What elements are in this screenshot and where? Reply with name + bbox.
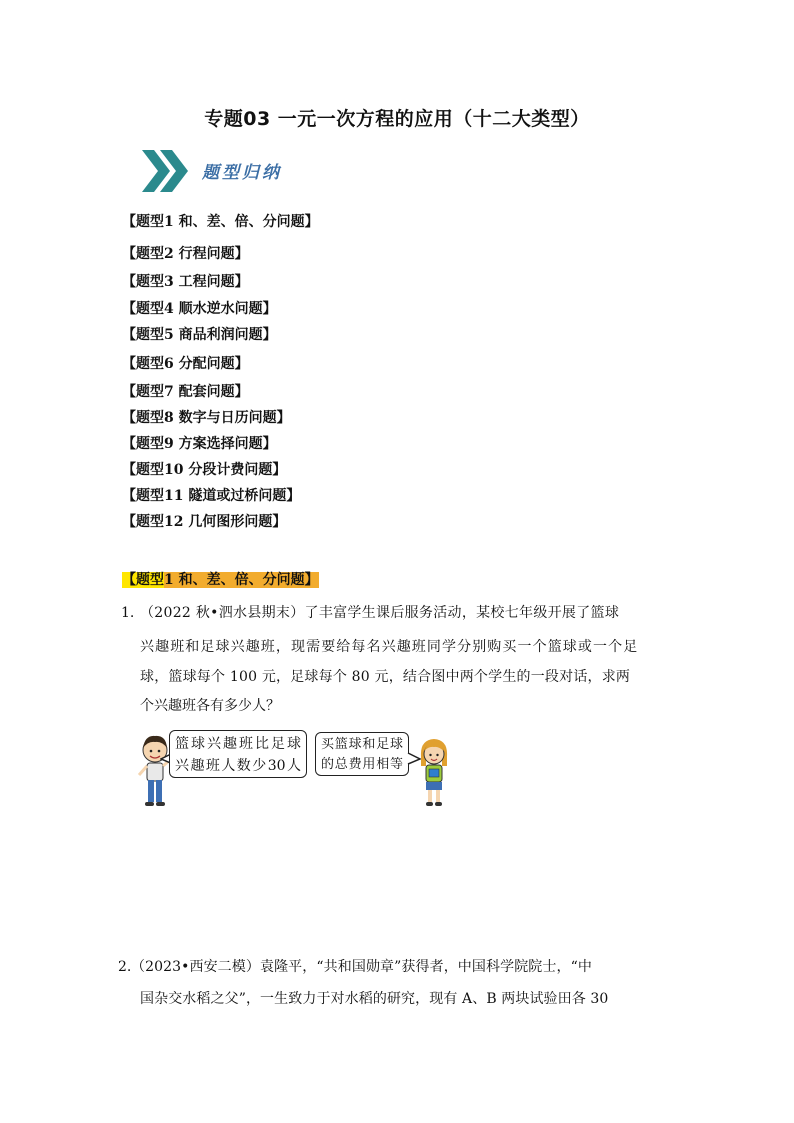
section-heading-part-b: 1 和、差、倍、分问题】 [164, 572, 319, 588]
section-heading [121, 570, 320, 591]
list-item: 【题型8 数字与日历问题】 [122, 410, 291, 426]
list-item: 【题型5 商品利润问题】 [122, 327, 277, 343]
speech-bubble-boy [169, 730, 307, 778]
page-title: 专题03 一元一次方程的应用（十二大类型） [204, 108, 590, 130]
list-item: 【题型7 配套问题】 [122, 384, 249, 400]
list-item: 【题型4 顺水逆水问题】 [122, 301, 277, 317]
girl-student-illustration [418, 736, 450, 808]
question-2-line: （2023•西安二模）袁隆平，“共和国勋章”获得者，中国科学院院士，“中 [131, 959, 592, 975]
speech-line: 兴趣班人数少30人 [175, 758, 301, 774]
list-item: 【题型9 方案选择问题】 [122, 436, 277, 452]
list-item: 【题型12 几何图形问题】 [122, 514, 287, 530]
question-1-number: 1. [121, 605, 135, 621]
section-banner [140, 146, 320, 196]
speech-line: 篮球兴趣班比足球 [175, 736, 301, 752]
banner-label: 题型归纳 [202, 163, 282, 183]
question-1-line: 个兴趣班各有多少人？ [140, 698, 280, 714]
question-1-line: 球，篮球每个 100 元，足球每个 80 元，结合图中两个学生的一段对话，求两 [140, 669, 631, 685]
speech-bubble-girl [315, 732, 409, 776]
double-chevron-icon [140, 146, 192, 196]
list-item: 【题型3 工程问题】 [122, 274, 249, 290]
question-2-number: 2. [118, 959, 132, 975]
list-item: 【题型1 和、差、倍、分问题】 [122, 214, 319, 230]
list-item: 【题型6 分配问题】 [122, 356, 249, 372]
list-item: 【题型2 行程问题】 [122, 246, 249, 262]
section-heading-part-a: 【题型 [122, 572, 164, 588]
question-1-line: （2022 秋•泗水县期末）了丰富学生课后服务活动，某校七年级开展了篮球 [140, 605, 620, 621]
speech-line: 的总费用相等 [321, 757, 403, 772]
question-2-line: 国杂交水稻之父”，一生致力于对水稻的研究，现有 A、B 两块试验田各 30 [140, 991, 609, 1007]
question-1-line: 兴趣班和足球兴趣班，现需要给每名兴趣班同学分别购买一个篮球或一个足 [140, 639, 639, 655]
list-item: 【题型11 隧道或过桥问题】 [122, 488, 301, 504]
speech-line: 买篮球和足球 [321, 737, 403, 752]
list-item: 【题型10 分段计费问题】 [122, 462, 287, 478]
